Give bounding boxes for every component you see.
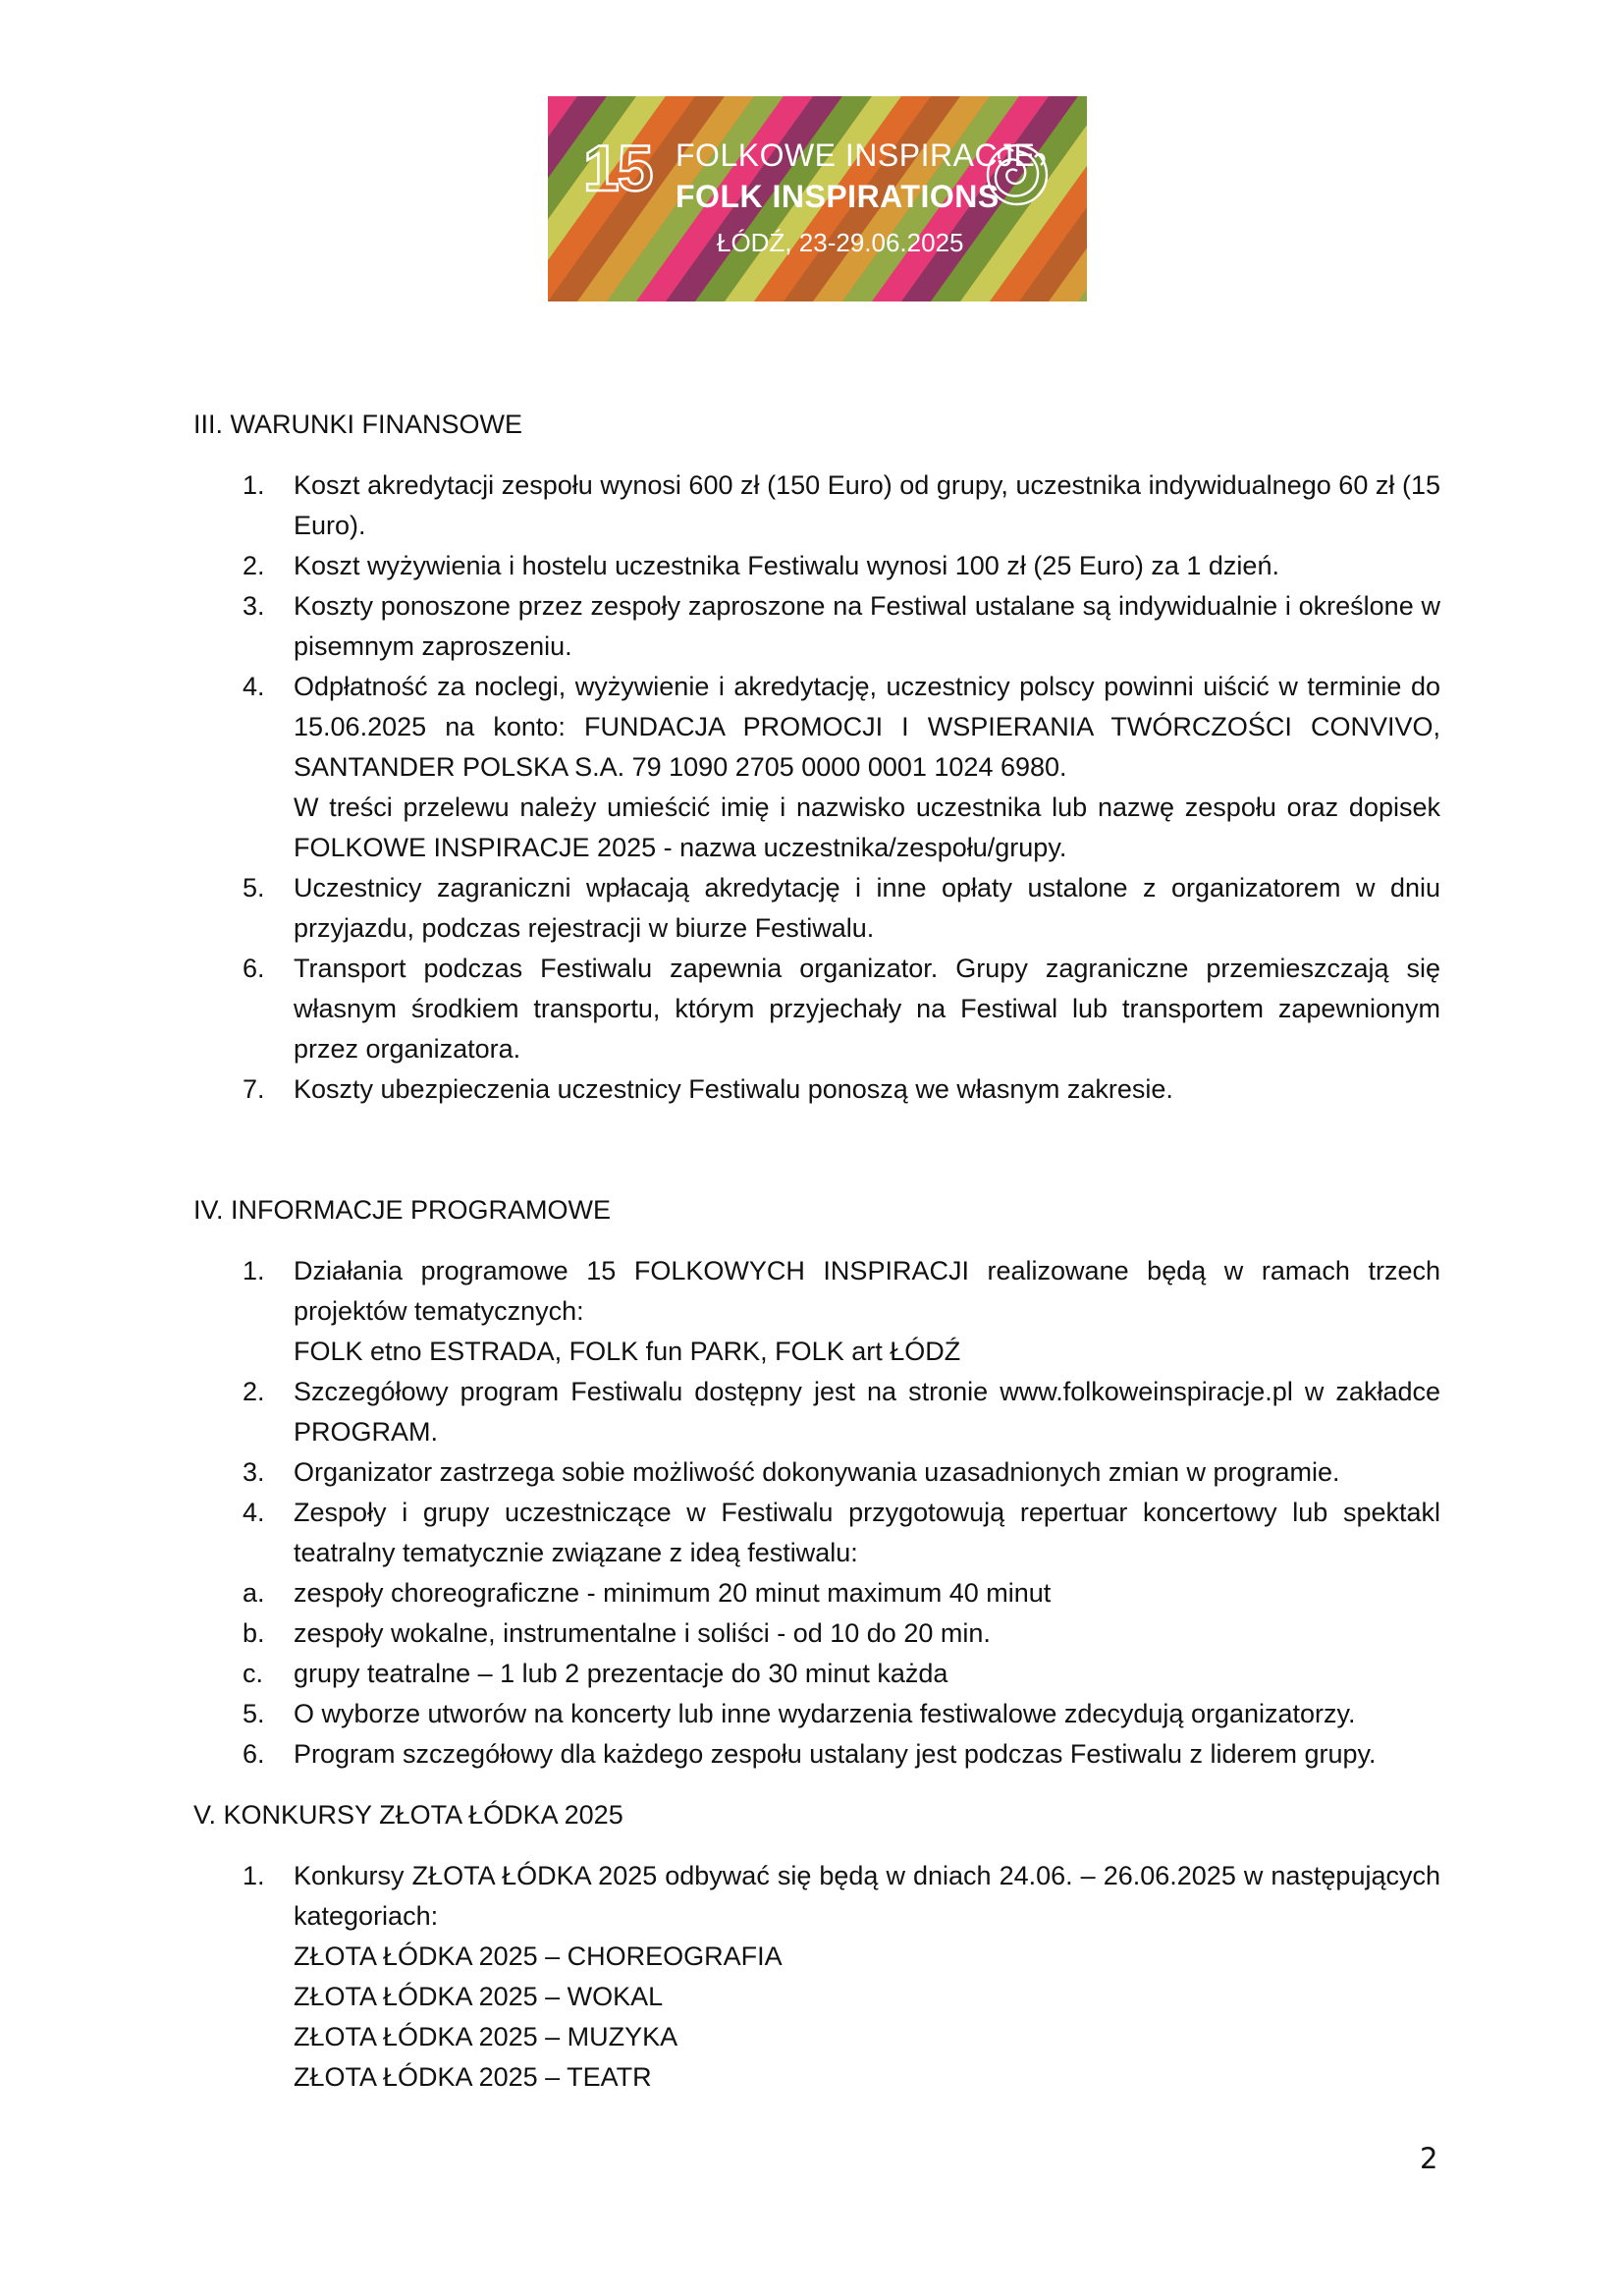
- section-title-program: IV. INFORMACJE PROGRAMOWE: [193, 1195, 612, 1225]
- item-text: Koszty ponoszone przez zespoły zaproszone na Festiwal ustalane są indywidualnie i określone w pisemnym zaproszeniu.: [294, 591, 1440, 661]
- list-item: 2. Szczegółowy program Festiwalu dostępny jest na stronie www.folkoweinspiracje.pl w zakładce PROGRAM.: [243, 1377, 1440, 1447]
- banner-title-en: FOLK INSPIRATIONS: [676, 179, 1000, 214]
- item-text: Koszty ubezpieczenia uczestnicy Festiwalu ponoszą we własnym zakresie.: [294, 1074, 1173, 1104]
- item-text: Koszt wyżywienia i hostelu uczestnika Festiwalu wynosi 100 zł (25 Euro) za 1 dzień.: [294, 551, 1279, 580]
- section-title-contests: V. KONKURSY ZŁOTA ŁÓDKA 2025: [193, 1800, 623, 1830]
- page-number: 2: [1420, 2142, 1438, 2175]
- list-item: 3. Koszty ponoszone przez zespoły zaproszone na Festiwal ustalane są indywidualnie i określone w pisemnym zaproszeniu.: [243, 591, 1440, 661]
- banner-number: 15: [583, 132, 652, 204]
- contest-category: ZŁOTA ŁÓDKA 2025 – TEATR: [294, 2062, 652, 2092]
- item-text: Koszt akredytacji zespołu wynosi 600 zł (150 Euro) od grupy, uczestnika indywidualnego 60 zł (15 Euro).: [294, 470, 1440, 540]
- list-item: 4. Odpłatność za noclegi, wyżywienie i akredytację, uczestnicy polscy powinni uiścić w terminie do 15.06.2025 na konto: FUNDACJA PROMOCJI I WSPIERANIA TWÓRCZOŚCI CONVIVO, SANTANDER POLSKA S.A. 79 1090 2705 0000 0001 1024 6980. W treści przelewu należy umieścić imię i nazwisko uczestnika lub nazwę zespołu oraz dopisek FOLKOWE INSPIRACJE 2025 - nazwa uczestnika/zespołu/grupy.: [193, 667, 1440, 868]
- list-item: 4. Zespoły i grupy uczestniczące w Festiwalu przygotowują repertuar koncertowy lub spektakl teatralny tematycznie związane z ideą festiwalu:: [243, 1498, 1440, 1567]
- financial-conditions-list: [193, 465, 1440, 1110]
- item-text: Odpłatność za noclegi, wyżywienie i akredytację, uczestnicy polscy powinni uiścić w terminie do 15.06.2025 na konto: FUNDACJA PROMOCJI I WSPIERANIA TWÓRCZOŚCI CONVIVO, SANTANDER POLSKA S.A. 79 1090 2705 0000 0001 1024 6980.: [294, 672, 1440, 782]
- contest-category: ZŁOTA ŁÓDKA 2025 – MUZYKA: [294, 2022, 678, 2051]
- list-item: 5. Uczestnicy zagraniczni wpłacają akredytację i inne opłaty ustalone z organizatorem w dniu przyjazdu, podczas rejestracji w biurze Festiwalu.: [243, 873, 1440, 943]
- list-item: 1. Konkursy ZŁOTA ŁÓDKA 2025 odbywać się będą w dniach 24.06. – 26.06.2025 w następujących kategoriach: ZŁOTA ŁÓDKA 2025 – CHOREOGRAFIA ZŁOTA ŁÓDKA 2025 – WOKAL ZŁOTA ŁÓDKA 2025 – MUZYKA ZŁOTA ŁÓDKA 2025 – TEATR: [193, 1856, 1440, 2098]
- contests-list: [193, 1856, 1440, 2098]
- item-text: Działania programowe 15 FOLKOWYCH INSPIRACJI realizowane będą w ramach trzech projektów tematycznych:: [294, 1256, 1440, 1326]
- item-text: Uczestnicy zagraniczni wpłacają akredytację i inne opłaty ustalone z organizatorem w dniu przyjazdu, podczas rejestracji w biurze Festiwalu.: [294, 873, 1440, 943]
- item-text: Transport podczas Festiwalu zapewnia organizator. Grupy zagraniczne przemieszczają się własnym środkiem transportu, którym przyjechały na Festiwal lub transportem zapewnionym przez organizatora.: [294, 954, 1440, 1064]
- item-text-transfer-note: W treści przelewu należy umieścić imię i nazwisko uczestnika lub nazwę zespołu oraz dopisek FOLKOWE INSPIRACJE 2025 - nazwa uczestnika/zespołu/grupy.: [294, 793, 1440, 862]
- item-text: O wyborze utworów na koncerty lub inne wydarzenia festiwalowe zdecydują organizatorzy.: [294, 1699, 1356, 1728]
- list-item: a. zespoły choreograficzne - minimum 20 minut maximum 40 minut: [243, 1578, 1052, 1608]
- list-item: 1. Koszt akredytacji zespołu wynosi 600 zł (150 Euro) od grupy, uczestnika indywidualnego 60 zł (15 Euro).: [243, 470, 1440, 540]
- list-item: 6. Program szczegółowy dla każdego zespołu ustalany jest podczas Festiwalu z liderem grupy.: [243, 1739, 1377, 1769]
- item-text: grupy teatralne – 1 lub 2 prezentacje do 30 minut każda: [294, 1659, 948, 1688]
- program-info-list: [193, 1251, 1440, 1775]
- list-item: b. zespoły wokalne, instrumentalne i soliści - od 10 do 20 min.: [243, 1618, 991, 1648]
- rose-icon: [980, 137, 1055, 212]
- item-text-projects: FOLK etno ESTRADA, FOLK fun PARK, FOLK art ŁÓDŹ: [294, 1337, 961, 1366]
- item-text: zespoły wokalne, instrumentalne i soliści - od 10 do 20 min.: [294, 1618, 991, 1648]
- festival-banner: [548, 96, 1087, 301]
- document-body: [193, 405, 1440, 2098]
- item-text: Program szczegółowy dla każdego zespołu ustalany jest podczas Festiwalu z liderem grupy.: [294, 1739, 1377, 1769]
- banner-title-pl: FOLKOWE INSPIRACJE: [676, 137, 1036, 173]
- banner-place-date: ŁÓDŹ, 23-29.06.2025: [717, 228, 964, 257]
- contest-category: ZŁOTA ŁÓDKA 2025 – WOKAL: [294, 1982, 664, 2011]
- list-item: 5. O wyborze utworów na koncerty lub inne wydarzenia festiwalowe zdecydują organizatorzy.: [243, 1699, 1356, 1728]
- section-title-financial: III. WARUNKI FINANSOWE: [193, 410, 523, 439]
- contest-category: ZŁOTA ŁÓDKA 2025 – CHOREOGRAFIA: [294, 1941, 783, 1971]
- item-text: Organizator zastrzega sobie możliwość dokonywania uzasadnionych zmian w programie.: [294, 1457, 1340, 1487]
- item-text: Szczegółowy program Festiwalu dostępny jest na stronie www.folkoweinspiracje.pl w zakładce PROGRAM.: [294, 1377, 1440, 1447]
- list-item: c. grupy teatralne – 1 lub 2 prezentacje do 30 minut każda: [243, 1659, 948, 1688]
- list-item: 7. Koszty ubezpieczenia uczestnicy Festiwalu ponoszą we własnym zakresie.: [243, 1074, 1173, 1104]
- list-item: 1. Działania programowe 15 FOLKOWYCH INSPIRACJI realizowane będą w ramach trzech projektów tematycznych: FOLK etno ESTRADA, FOLK fun PARK, FOLK art ŁÓDŹ: [193, 1251, 1440, 1372]
- item-text: Konkursy ZŁOTA ŁÓDKA 2025 odbywać się będą w dniach 24.06. – 26.06.2025 w następujących kategoriach:: [294, 1861, 1440, 1931]
- item-text: Zespoły i grupy uczestniczące w Festiwalu przygotowują repertuar koncertowy lub spektakl teatralny tematycznie związane z ideą festiwalu:: [294, 1498, 1440, 1567]
- list-item: 6. Transport podczas Festiwalu zapewnia organizator. Grupy zagraniczne przemieszczają się własnym środkiem transportu, którym przyjechały na Festiwal lub transportem zapewnionym przez organizatora.: [243, 954, 1440, 1064]
- item-text: zespoły choreograficzne - minimum 20 minut maximum 40 minut: [294, 1578, 1052, 1608]
- list-item: 2. Koszt wyżywienia i hostelu uczestnika Festiwalu wynosi 100 zł (25 Euro) za 1 dzień.: [243, 551, 1279, 580]
- list-item: 3. Organizator zastrzega sobie możliwość dokonywania uzasadnionych zmian w programie.: [243, 1457, 1340, 1487]
